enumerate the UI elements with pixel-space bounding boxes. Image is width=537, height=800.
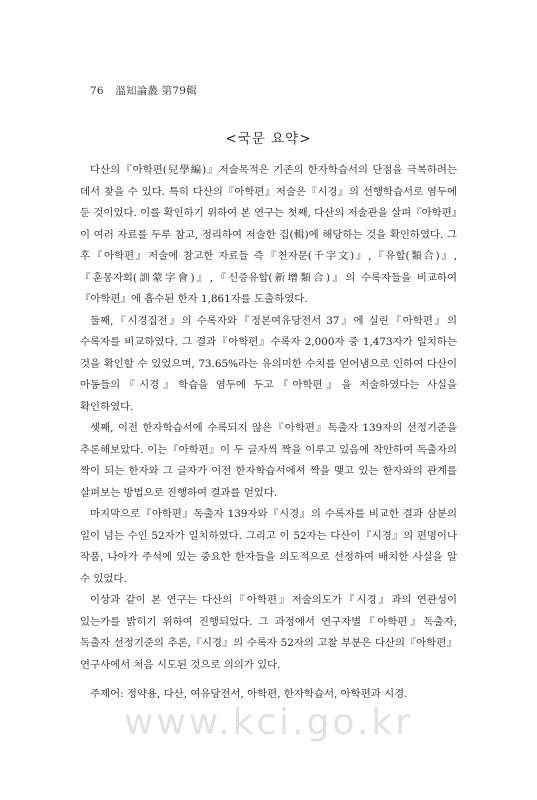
paragraph-2: 둘째,『시경집전』의 수록자와『정본여유당전서 37』에 실린『아학편』의 수록자를 비교하였다. 그 결과『아학편』수록자 2,000자 중 1,473자가 일치하는 것을 확인할 수 있었으며, 73.65%라는 유의미한 수치를 얻어냄으로 인하여 다산이 아동들의『시경』학습을 염두에 두고『아학편』을 저술하였다는 사실을 확인하였다. xyxy=(80,314,457,413)
watermark: www.kci.go.kr xyxy=(124,702,413,743)
paragraph-3: 셋째, 이전 한자학습서에 수록되지 않은『아학편』독출자 139자의 선정기준을 추론해보았다. 이는『아학편』이 두 글자씩 짝을 이루고 있음에 착안하여 독출자의 짝이 되는 한자와 그 글자가 이전 한자학습서에서 짝을 맺고 있는 한자와의 관계를 살펴보는 방법으로 진행하여 결과를 얻었다. xyxy=(80,422,457,499)
paragraph-4: 마지막으로『아학편』독출자 139자와『시경』의 수록자를 비교한 결과 삼분의 일이 넘는 수인 52자가 일치하였다. 그리고 이 52자는 다산이『시경』의 편명이나 작품, 나아가 주석에 있는 중요한 한자들을 의도적으로 선정하여 배치한 사실을 알 수 있었다. xyxy=(80,508,457,585)
page-number: 76 xyxy=(90,85,104,97)
section-title: <국문 요약> xyxy=(225,131,312,147)
paragraph-1: 다산의『아학편(兒學編)』저술목적은 기존의 한자학습서의 단점을 극복하려는 데서 찾을 수 있다. 특히 다산의『아학편』저술은『시경』의 선행학습서로 염두에 둔 것이었다. 이를 확인하기 위하여 본 연구는 첫째, 다산의 저술관을 살펴『아학편』이 여러 자료를 두루 참고, 정리하여 저술한 집(輯)에 해당하는 것을 확인하였다. 그 후『아학편』저술에 참고한 자료들 즉『천자문(千字文)』,『유합(類合)』,『훈몽자회(訓蒙字會)』,『신증유합(新增類合)』의 수록자들을 비교하여『아학편』에 흡수된 한자 1,861자를 도출하였다. xyxy=(80,164,457,305)
keywords-line: 주제어: 정약용, 다산, 여유당전서, 아학편, 한자학습서, 아학편과 시경. xyxy=(90,688,408,700)
running-header xyxy=(90,83,197,98)
paragraph-5: 이상과 같이 본 연구는 다산의『아학편』저술의도가『시경』과의 연관성이 있는가를 밝히기 위하여 진행되었다. 그 과정에서 연구자별『아학편』독출자, 독출자 선정기준의 추론,『시경』의 수록자 52자의 고찰 부분은 다산의『아학편』연구사에서 처음 시도된 것으로 의의가 있다. xyxy=(80,594,457,671)
journal-title: 溫知論叢 第79輯 xyxy=(115,85,197,97)
abstract-body xyxy=(80,160,457,676)
